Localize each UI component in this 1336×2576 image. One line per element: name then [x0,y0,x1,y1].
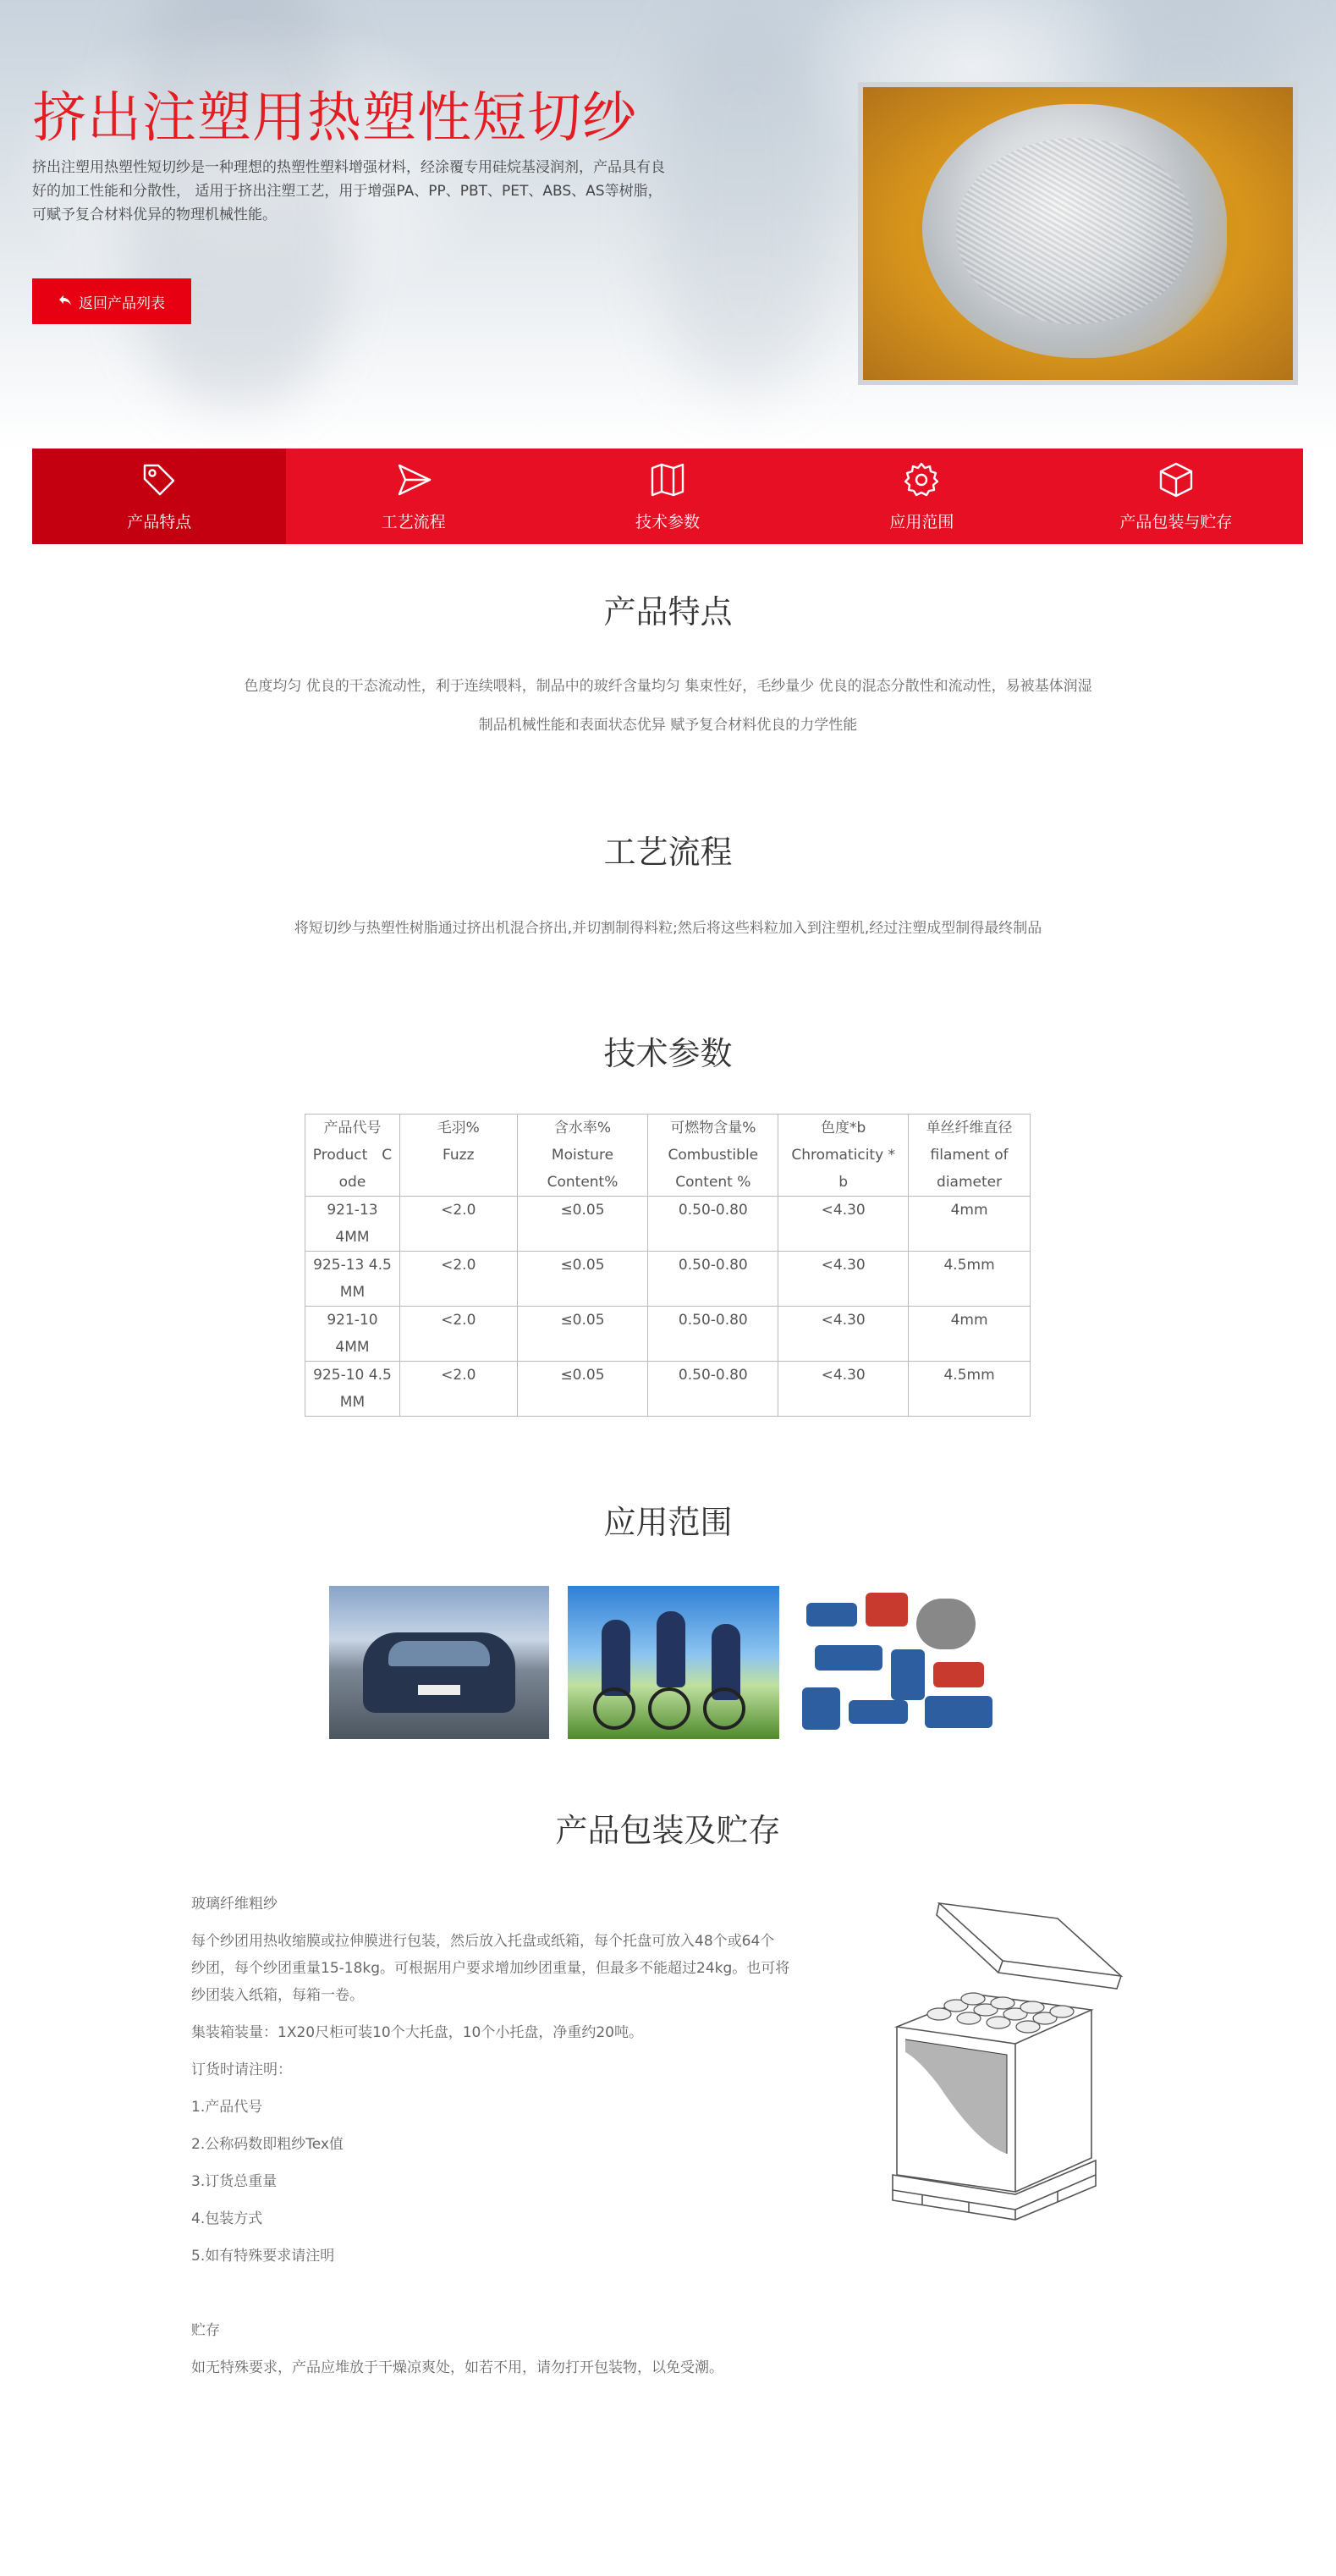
tab-label: 产品特点 [127,513,192,531]
text-line: 每个纱团用热收缩膜或拉伸膜进行包装，然后放入托盘或纸箱，每个托盘可放入48个或64个 [191,1933,775,1950]
table-cell: 4mm [909,1197,1031,1252]
list-item: 2.公称码数即粗纱Tex值 [191,2136,344,2153]
tool-shape [802,1687,840,1730]
section-tabs [32,449,1303,544]
reply-arrow-icon [58,293,72,311]
hero-bg-shape [660,17,829,389]
table-cell: <2.0 [399,1307,517,1362]
table-cell: ≤0.05 [517,1252,648,1307]
hero-banner [0,0,1336,449]
table-cell: <2.0 [399,1252,517,1307]
product-photo [863,87,1293,380]
gear-icon [902,460,941,499]
tag-icon [140,460,179,499]
text-line: 纱团装入纸箱，每箱一卷。 [191,1987,364,2004]
table-cell: <2.0 [399,1197,517,1252]
tool-shape [815,1645,882,1671]
table-row [305,1307,1031,1362]
fiber-texture [956,138,1193,324]
list-item: 1.产品代号 [191,2099,263,2116]
storage-title: 贮存 [191,2322,220,2339]
table-cell: <2.0 [399,1362,517,1417]
table-cell: 4.5mm [909,1252,1031,1307]
features-line-1: 色度均匀 优良的干态流动性，利于连续喂料，制品中的玻纤含量均匀 集束性好，毛纱量少 优良的混态分散性和流动性，易被基体润湿 [244,678,1092,695]
tab-label: 产品包装与贮存 [1119,513,1233,531]
tab-process[interactable] [286,449,540,544]
table-cell: 0.50-0.80 [648,1362,778,1417]
table-cell: 921-10 4MM [305,1307,400,1362]
table-row [305,1362,1031,1417]
packaging-para [191,1928,834,2009]
back-to-list-button[interactable] [32,278,191,324]
table-cell: <4.30 [778,1252,909,1307]
tool-shape [925,1696,992,1728]
tab-label: 技术参数 [635,513,701,531]
table-cell: 925-10 4.5 MM [305,1362,400,1417]
pallet-box-illustration [888,1900,1125,2238]
tab-packaging[interactable] [1049,449,1303,544]
product-image-frame [858,82,1298,385]
page-title: 挤出注塑用热塑性短切纱 [32,87,637,150]
applications-heading: 应用范围 [603,1504,733,1541]
tool-shape [849,1700,908,1724]
table-header-cell: 单丝纤维直径 filament of diameter [909,1115,1031,1197]
tool-shape [891,1649,925,1700]
table-cell: ≤0.05 [517,1362,648,1417]
car-window [388,1641,490,1666]
tab-label: 工艺流程 [381,513,446,531]
table-cell: ≤0.05 [517,1307,648,1362]
car-photo [329,1586,549,1739]
storage-text: 如无特殊要求，产品应堆放于干燥凉爽处，如若不用，请勿打开包装物，以免受潮。 [191,2359,723,2376]
spec-table [305,1114,1031,1417]
features-heading: 产品特点 [603,593,733,630]
table-cell: <4.30 [778,1362,909,1417]
wheel-shape [703,1687,745,1730]
tool-shape [866,1593,908,1627]
car-shape [363,1632,515,1713]
features-line-2: 制品机械性能和表面状态优异 赋予复合材料优良的力学性能 [478,717,858,734]
table-cell: ≤0.05 [517,1197,648,1252]
box-icon [1157,460,1196,499]
tool-shape [933,1662,984,1687]
list-item: 3.订货总重量 [191,2173,278,2190]
container-capacity: 集装箱装量：1X20尺柜可装10个大托盘，10个小托盘，净重约20吨。 [191,2024,643,2041]
packaging-subtitle: 玻璃纤维粗纱 [191,1896,278,1913]
car-plate [418,1685,460,1695]
book-icon [648,460,687,499]
order-note: 订货时请注明： [191,2061,292,2078]
table-cell: 925-13 4.5 MM [305,1252,400,1307]
list-item: 5.如有特殊要求请注明 [191,2248,335,2265]
table-cell: 921-13 4MM [305,1197,400,1252]
tab-label: 应用范围 [889,513,954,531]
packaging-heading: 产品包装及贮存 [555,1812,781,1849]
table-cell: 0.50-0.80 [648,1197,778,1252]
tab-specs[interactable] [541,449,794,544]
table-header-row [305,1115,1031,1197]
table-header-cell: 含水率% Moisture Content% [517,1115,648,1197]
tab-features[interactable] [32,449,286,544]
cyclists-photo [568,1586,779,1739]
process-text: 将短切纱与热塑性树脂通过挤出机混合挤出,并切割制得料粒;然后将这些料粒加入到注塑机,经过注塑成型制得最终制品 [294,920,1042,937]
power-tools-photo [798,1586,1011,1739]
process-heading: 工艺流程 [603,834,733,871]
table-row [305,1252,1031,1307]
send-icon [394,460,433,499]
table-header-cell: 毛羽% Fuzz [399,1115,517,1197]
table-cell: 4mm [909,1307,1031,1362]
table-row [305,1197,1031,1252]
table-cell: 0.50-0.80 [648,1252,778,1307]
specs-heading: 技术参数 [603,1035,733,1072]
wheel-shape [593,1687,635,1730]
cyclist-shape [657,1611,685,1687]
list-item: 4.包装方式 [191,2210,263,2227]
table-cell: <4.30 [778,1307,909,1362]
table-header-cell: 可燃物含量% Combustible Content % [648,1115,778,1197]
table-cell: 4.5mm [909,1362,1031,1417]
text-line: 纱团，每个纱团重量15-18kg。可根据用户要求增加纱团重量，但最多不能超过24kg。也可将 [191,1960,790,1977]
tab-applications[interactable] [794,449,1048,544]
table-cell: <4.30 [778,1197,909,1252]
product-description: 挤出注塑用热塑性短切纱是一种理想的热塑性塑料增强材料，经涂覆专用硅烷基浸润剂，产品具有良好的加工性能和分散性， 适用于挤出注塑工艺，用于增强PA、PP、PBT、PET、ABS、AS等树脂，可赋予复合材料优异的物理机械性能。 [32,159,665,223]
tool-shape [916,1599,976,1649]
wheel-shape [648,1687,690,1730]
table-header-cell: 色度*b Chromaticity * b [778,1115,909,1197]
tool-shape [806,1603,857,1627]
back-button-label: 返回产品列表 [79,294,165,312]
table-header-cell: 产品代号 Product C ode [305,1115,400,1197]
cyclist-shape [602,1620,630,1696]
packaging-text [191,1891,834,2381]
table-cell: 0.50-0.80 [648,1307,778,1362]
